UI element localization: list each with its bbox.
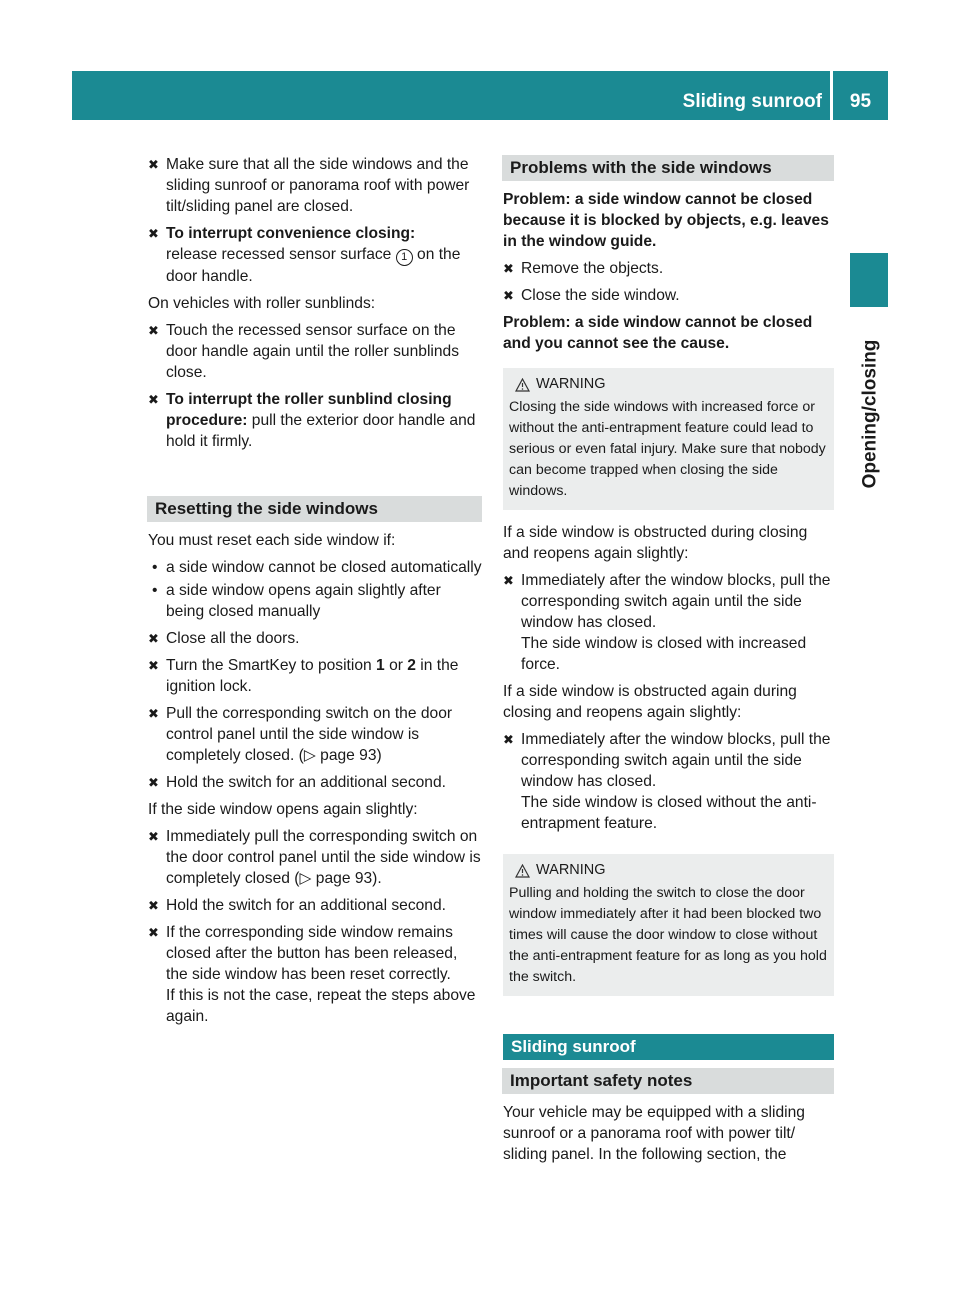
warning-triangle-icon bbox=[515, 378, 530, 392]
list-item bbox=[148, 580, 482, 622]
callout-number-icon: 1 bbox=[396, 249, 413, 266]
warning-triangle-icon bbox=[515, 864, 530, 878]
warning-label: WARNING bbox=[536, 376, 606, 392]
page-reference[interactable]: page 93). bbox=[315, 870, 382, 887]
step-text: Immediately pull the corresponding switch on the door control panel until the side window is completely closed ( bbox=[166, 828, 481, 887]
paragraph: If the side window opens again slightly: bbox=[148, 801, 418, 818]
instruction-step bbox=[503, 258, 834, 279]
section-title: Important safety notes bbox=[502, 1068, 834, 1094]
list-item-text: a side window cannot be closed automatically bbox=[166, 559, 482, 576]
step-text: The side window is closed without the anti-entrapment feature. bbox=[521, 794, 817, 832]
step-arrow-icon: ✖ bbox=[148, 829, 159, 844]
step-text: Remove the objects. bbox=[521, 260, 664, 277]
paragraph: Your vehicle may be equipped with a sliding sunroof or a panorama roof with power tilt/ sliding panel. In the following section, the bbox=[503, 1104, 805, 1163]
step-arrow-icon: ✖ bbox=[148, 392, 159, 407]
section-title: Problems with the side windows bbox=[502, 155, 834, 181]
step-text: Touch the recessed sensor surface on the door handle again until the roller sunblinds close. bbox=[166, 322, 460, 381]
step-text: Close the side window. bbox=[521, 287, 680, 304]
step-text: If the corresponding side window remains closed after the button has been released, the side window has been reset correctly. bbox=[166, 924, 458, 983]
section-title: Resetting the side windows bbox=[147, 496, 482, 522]
warning-box bbox=[503, 368, 834, 510]
warning-text: Closing the side windows with increased force or without the anti-entrapment feature could lead to serious or even fatal injury. Make sure that nobody can become trapped when closing the side windows. bbox=[509, 399, 826, 499]
list-item-text: a side window opens again slightly after being closed manually bbox=[166, 582, 441, 620]
step-text: in the ignition lock. bbox=[166, 657, 459, 695]
step-arrow-icon: ✖ bbox=[148, 925, 159, 940]
step-text: Hold the switch for an additional second. bbox=[166, 774, 446, 791]
bullet-icon: • bbox=[152, 559, 158, 576]
warning-text: Pulling and holding the switch to close the door window immediately after it had been blocked two times will cause the door window to close without the anti-entrapment feature for as long as you hold the switch. bbox=[509, 885, 827, 985]
step-text: If this is not the case, repeat the steps above again. bbox=[166, 987, 476, 1025]
problem-heading: Problem: a side window cannot be closed and you cannot see the cause. bbox=[503, 314, 813, 352]
chapter-section-title: Sliding sunroof bbox=[503, 1034, 834, 1060]
step-text: pull the exterior door handle and hold it firmly. bbox=[166, 412, 476, 450]
bullet-icon: • bbox=[152, 582, 158, 599]
step-heading: To interrupt convenience closing: bbox=[166, 225, 416, 242]
instruction-step bbox=[503, 285, 834, 306]
step-text: release recessed sensor surface bbox=[166, 246, 396, 263]
step-text: Pull the corresponding switch on the door control panel until the side window is completely closed. ( bbox=[166, 705, 453, 764]
step-arrow-icon: ✖ bbox=[148, 157, 159, 172]
page-reference[interactable]: page 93) bbox=[320, 747, 382, 764]
instruction-step bbox=[148, 223, 482, 287]
step-text: Immediately after the window blocks, pull the corresponding switch again until the side window has closed. bbox=[521, 572, 831, 631]
step-text: Turn the SmartKey to position bbox=[166, 657, 377, 674]
instruction-step bbox=[148, 628, 482, 649]
step-text: Close all the doors. bbox=[166, 630, 300, 647]
instruction-step bbox=[503, 570, 834, 675]
instruction-step bbox=[148, 895, 482, 916]
instruction-step bbox=[148, 389, 482, 452]
step-text: on the door handle. bbox=[166, 246, 461, 285]
instruction-step bbox=[148, 703, 482, 766]
chapter-tab-marker bbox=[850, 253, 888, 307]
paragraph: If a side window is obstructed during closing and reopens again slightly: bbox=[503, 524, 808, 562]
page-number: 95 bbox=[849, 91, 872, 112]
page-ref-arrow-icon: ▷ bbox=[303, 747, 321, 764]
page-ref-arrow-icon: ▷ bbox=[299, 870, 316, 887]
step-arrow-icon: ✖ bbox=[148, 658, 159, 673]
instruction-step bbox=[148, 320, 482, 383]
step-arrow-icon: ✖ bbox=[503, 288, 514, 303]
problem-heading: Problem: a side window cannot be closed because it is blocked by objects, e.g. leaves in the window guide. bbox=[503, 191, 829, 250]
warning-label: WARNING bbox=[536, 862, 606, 878]
step-text: Make sure that all the side windows and the sliding sunroof or panorama roof with power tilt/sliding panel are closed. bbox=[166, 156, 470, 215]
key-position: 2 bbox=[407, 657, 416, 674]
step-text: Immediately after the window blocks, pull the corresponding switch again until the side window has closed. bbox=[521, 731, 831, 790]
key-position: 1 bbox=[376, 657, 385, 674]
list-item bbox=[148, 557, 482, 578]
step-text: Hold the switch for an additional second. bbox=[166, 897, 446, 914]
chapter-side-tab bbox=[853, 316, 887, 512]
instruction-step bbox=[148, 772, 482, 793]
step-arrow-icon: ✖ bbox=[148, 775, 159, 790]
step-text: The side window is closed with increased force. bbox=[521, 635, 807, 673]
step-arrow-icon: ✖ bbox=[503, 573, 514, 588]
warning-header bbox=[509, 374, 828, 395]
step-arrow-icon: ✖ bbox=[503, 261, 514, 276]
step-arrow-icon: ✖ bbox=[148, 706, 159, 721]
chapter-label: Opening/closing bbox=[859, 339, 881, 489]
instruction-step bbox=[503, 729, 834, 834]
step-text: or bbox=[384, 657, 408, 674]
step-arrow-icon: ✖ bbox=[148, 323, 159, 338]
step-arrow-icon: ✖ bbox=[148, 631, 159, 646]
paragraph: On vehicles with roller sunblinds: bbox=[148, 295, 376, 312]
step-arrow-icon: ✖ bbox=[148, 226, 159, 241]
page-header-title: Sliding sunroof bbox=[682, 91, 822, 112]
step-arrow-icon: ✖ bbox=[503, 732, 514, 747]
instruction-step bbox=[148, 154, 482, 217]
instruction-step bbox=[148, 922, 482, 1027]
instruction-step bbox=[148, 826, 482, 889]
left-column bbox=[148, 154, 482, 1033]
paragraph: If a side window is obstructed again during closing and reopens again slightly: bbox=[503, 683, 797, 721]
paragraph: You must reset each side window if: bbox=[148, 532, 396, 549]
step-heading: To interrupt the roller sunblind closing procedure: bbox=[166, 391, 452, 429]
warning-header bbox=[509, 860, 828, 881]
step-arrow-icon: ✖ bbox=[148, 898, 159, 913]
right-column bbox=[503, 155, 834, 1171]
instruction-step bbox=[148, 655, 482, 697]
warning-box bbox=[503, 854, 834, 996]
